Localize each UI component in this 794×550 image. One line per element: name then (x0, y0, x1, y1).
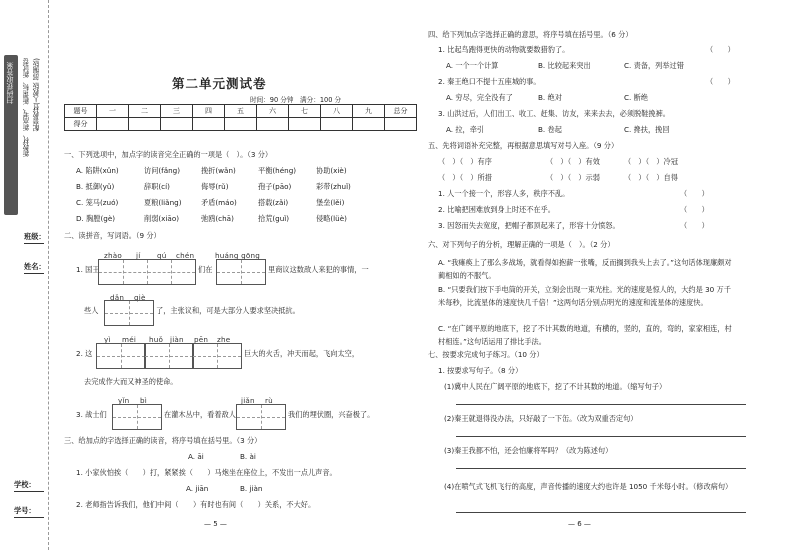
option-item: 侵略(lüè) (316, 214, 347, 223)
pinyin-label: jí (136, 251, 141, 260)
option-item: 夏粮(liǎng) (144, 198, 182, 207)
q7-item-1: (1)冀中人民在广阔平原的地底下，挖了不计其数的地道。（缩写句子） (444, 382, 667, 391)
writing-grid[interactable] (236, 404, 286, 430)
school-field[interactable] (14, 491, 44, 492)
sentence-text: 在灌木丛中，看着敌人 (164, 410, 236, 419)
option-item: D. 胸膛(gè) (76, 214, 116, 223)
table-cell: 得分 (65, 118, 97, 131)
student-id-field[interactable] (14, 517, 44, 518)
score-cell[interactable] (97, 118, 129, 131)
answer-paren[interactable]: （ ） (706, 45, 735, 54)
pinyin-label: zhào (104, 251, 122, 260)
page-number-left: — 5 — (204, 520, 227, 528)
sentence-text: 巨大的火舌，冲天而起，飞向太空， (244, 349, 360, 358)
option-item: B. 抵御(yǔ) (76, 182, 115, 191)
table-cell: 六 (257, 105, 289, 118)
option-item: 平衡(héng) (258, 166, 297, 175)
sentence-text: 2. 秦王绝口不提十五座城的事。 (438, 77, 541, 86)
writing-grid[interactable] (98, 259, 196, 285)
sentence-text: 去完成作大而又神圣的使命。 (84, 377, 178, 386)
sentence-text: 了，主张议和，可是大部分人要求坚决抵抗。 (156, 306, 300, 315)
option-item: B. ài (240, 452, 256, 461)
pinyin-label: rù (265, 396, 273, 405)
answer-paren[interactable]: （ ） (680, 205, 709, 214)
option-item: 侮辱(rǔ) (201, 182, 229, 191)
answer-line[interactable] (456, 468, 746, 469)
table-cell: 总分 (385, 105, 417, 118)
pinyin-label: yǐn (118, 396, 130, 405)
q6-option-b: B. “只要我们按下手电筒的开关，立刻会出现一束光柱。光的速度是惊人的，大约是 30 万千米每秒，比流星体的速度快几千倍！”这两句话分别点明光的速度和流星体的速度快。 (438, 285, 731, 307)
idiom-blank[interactable]: （ ）（ ）所措 (438, 173, 492, 182)
score-cell[interactable] (161, 118, 193, 131)
binding-note-2: 配套教材(人教版 部编版) (33, 58, 41, 132)
binding-class-label: 班级： (24, 232, 46, 241)
pinyin-label: dǎn (110, 293, 125, 302)
option-item: A. 陷阱(xǔn) (76, 166, 119, 175)
option-item: 辞职(cí) (144, 182, 170, 191)
answer-paren[interactable]: （ ） (706, 77, 735, 86)
option-item: B. 卷起 (538, 125, 562, 134)
option-item: 孢子(pāo) (258, 182, 292, 191)
sentence-text: 们在 (198, 265, 213, 274)
pinyin-label: chén (176, 251, 195, 260)
score-cell[interactable] (385, 118, 417, 131)
q4-stem: 四、给下列加点字选择正确的意思，将序号填在括号里。（6 分） (428, 30, 633, 39)
q7-stem: 七、按要求完成句子练习。（10 分） (428, 350, 544, 359)
score-cell[interactable] (353, 118, 385, 131)
option-item: C. 笼马(zuó) (76, 198, 119, 207)
option-item: 挽折(wǎn) (201, 166, 236, 175)
table-cell: 八 (321, 105, 353, 118)
sentence-text: 我们的埋伏圈，兴奋极了。 (288, 410, 375, 419)
option-item: C. 搀扶，挽回 (624, 125, 670, 134)
score-cell[interactable] (129, 118, 161, 131)
answer-line[interactable] (456, 512, 746, 513)
binding-name-label: 姓名： (24, 262, 46, 271)
answer-line[interactable] (456, 404, 746, 405)
option-item: 协助(xiè) (316, 166, 347, 175)
option-item: 彩带(zhuǐ) (316, 182, 351, 191)
score-table (64, 104, 417, 131)
pinyin-label: bì (140, 396, 147, 405)
score-table-header (65, 105, 417, 118)
exam-meta: 时间：90 分钟 满分：100 分 (250, 96, 342, 104)
option-item: C. 断绝 (624, 93, 648, 102)
pinyin-label: huáng gōng (215, 251, 260, 260)
option-item: 矛盾(máo) (201, 198, 237, 207)
idiom-blank[interactable]: （ ）（ ）冷冠 (624, 157, 678, 166)
score-cell[interactable] (193, 118, 225, 131)
q7-item-4: (4)在喷气式飞机飞行的高度，声音传播的速度大约也许是 1050 千米每小时。（修改病句） (444, 482, 733, 491)
binding-id-label: 学号： (14, 506, 36, 515)
page-title: 第二单元测试卷 (172, 76, 267, 91)
writing-grid[interactable] (112, 404, 162, 430)
pinyin-label: jiǎn (241, 396, 255, 405)
idiom-blank[interactable]: （ ）（ ）示弱 (546, 173, 600, 182)
writing-grid[interactable] (104, 300, 154, 326)
option-item: A. 一个一个计算 (446, 61, 499, 70)
score-cell[interactable] (321, 118, 353, 131)
sentence-text: 3. 山洪过后，人们出工、收工、赶集、访友，来来去去，必须脱鞋挽裤。 (438, 109, 670, 118)
q7-sub1: 1. 按要求写句子。（8 分） (438, 366, 523, 375)
table-cell: 七 (289, 105, 321, 118)
idiom-blank[interactable]: （ ）（ ）有序 (438, 157, 492, 166)
q7-item-3: (3)秦王我都不怕，还会怕廉将军吗？（改为陈述句） (444, 446, 613, 455)
answer-paren[interactable]: （ ） (680, 221, 709, 230)
q5-stem: 五、先将词语补充完整，再根据意思填写对号入座。（9 分） (428, 141, 619, 150)
score-cell[interactable] (257, 118, 289, 131)
option-item: A. āi (188, 452, 204, 461)
score-cell[interactable] (225, 118, 257, 131)
page-number-right: — 6 — (568, 520, 591, 528)
sentence-text: 1. 人一个接一个，形容人多，秩序不乱。 (438, 189, 570, 198)
writing-grid[interactable] (216, 259, 266, 285)
writing-grid[interactable] (192, 343, 242, 369)
option-item: C. 责备，列举过错 (624, 61, 684, 70)
option-item: 拾荒(guǐ) (258, 214, 290, 223)
table-cell: 三 (161, 105, 193, 118)
cut-line (48, 0, 49, 550)
pinyin-label: zhe (217, 335, 231, 344)
idiom-blank[interactable]: （ ）（ ）有效 (546, 157, 600, 166)
option-item: A. 穷尽，完全没有了 (446, 93, 513, 102)
option-item: 弛鸥(chā) (201, 214, 234, 223)
name-field[interactable] (24, 273, 44, 274)
answer-badge-text: 扫码获取答案 (6, 62, 14, 104)
score-cell[interactable] (289, 118, 321, 131)
sentence-text: 2. 这 (76, 349, 93, 358)
table-cell: 一 (97, 105, 129, 118)
sentence-text: 2. 老师指告诉我们，他们中间（ ）有时也有间（ ）关系，不大好。 (76, 500, 316, 509)
table-cell: 五 (225, 105, 257, 118)
sentence-text: 1. 国王 (76, 265, 100, 274)
q6-stem: 六、对下列句子的分析，理解正确的一项是（ ）。（2 分） (428, 240, 615, 249)
binding-school-label: 学校： (14, 480, 36, 489)
option-item: B. 比较起来突出 (538, 61, 591, 70)
binding-strip (0, 0, 62, 550)
table-cell: 九 (353, 105, 385, 118)
class-field[interactable] (24, 243, 44, 244)
table-cell: 题号 (65, 105, 97, 118)
sentence-text: 2. 比喻把困难放到身上时还不在乎。 (438, 205, 555, 214)
option-item: 搭载(zǎi) (258, 198, 289, 207)
writing-grid[interactable] (96, 343, 146, 369)
option-item: 削弱(xiāo) (144, 214, 180, 223)
pinyin-label: jiàn (170, 335, 184, 344)
writing-grid[interactable] (144, 343, 194, 369)
sentence-text: 里商议这数敌人来犯的事情，一 (268, 265, 369, 274)
pinyin-label: qú (157, 251, 167, 260)
sentence-text: 1. 比起鸟跑得更快的动物就要数猎豹了。 (438, 45, 570, 54)
sentence-text: 些人 (84, 306, 99, 315)
sentence-text: 3. 战士们 (76, 410, 107, 419)
pinyin-label: huǒ (149, 335, 164, 344)
option-item: 访问(fǎng) (144, 166, 181, 175)
q7-item-2: (2)秦王就退得没办法，只好敲了一下缶。（改为双重否定句） (444, 414, 638, 423)
q1-stem: 一、下列选项中，加点字的读音完全正确的一项是（ ）。（3 分） (64, 150, 273, 159)
pinyin-label: méi (122, 335, 137, 344)
idiom-blank[interactable]: （ ）（ ）自得 (624, 173, 678, 182)
sentence-text: 1. 小家伙怕挨（ ）打，紧紧挨（ ）马炮坐在座位上，不发出一点儿声音。 (76, 468, 337, 477)
pinyin-label: qiè (134, 293, 146, 302)
q6-option-c: C. “在广阔平原的地底下，挖了不计其数的地道，有横的，竖的，直的，弯的，家家相连，村村相连。”这句话运用了排比手法。 (438, 324, 732, 346)
q2-stem: 二、读拼音，写词语。（9 分） (64, 231, 161, 240)
sentence-text: 3. 因怒而失去宽度，把帽子都顶起来了，形容十分愤怒。 (438, 221, 620, 230)
option-item: A. jiān (186, 484, 209, 493)
q6-option-a: A. “我瘫痪上了那么多战场，就看得如抱薪一张嘴，反而搁到我头上去了。”这句话体现廉颇对蔺相如的不服气。 (438, 258, 732, 280)
table-cell: 二 (129, 105, 161, 118)
answer-paren[interactable]: （ ） (680, 189, 709, 198)
answer-line[interactable] (456, 436, 746, 437)
score-table-row (65, 118, 417, 131)
q3-stem: 三、给加点的字选择正确的读音，将序号填在括号里。（3 分） (64, 436, 262, 445)
option-item: B. 绝对 (538, 93, 562, 102)
pinyin-label: pēn (194, 335, 209, 344)
pinyin-label: yì (104, 335, 111, 344)
option-item: B. jiàn (240, 484, 263, 493)
table-cell: 四 (193, 105, 225, 118)
option-item: 堡垒(lěi) (316, 198, 345, 207)
option-item: A. 拉，牵引 (446, 125, 485, 134)
binding-note-1: 新教材、新高考、新课标、新试卷 (23, 58, 31, 157)
